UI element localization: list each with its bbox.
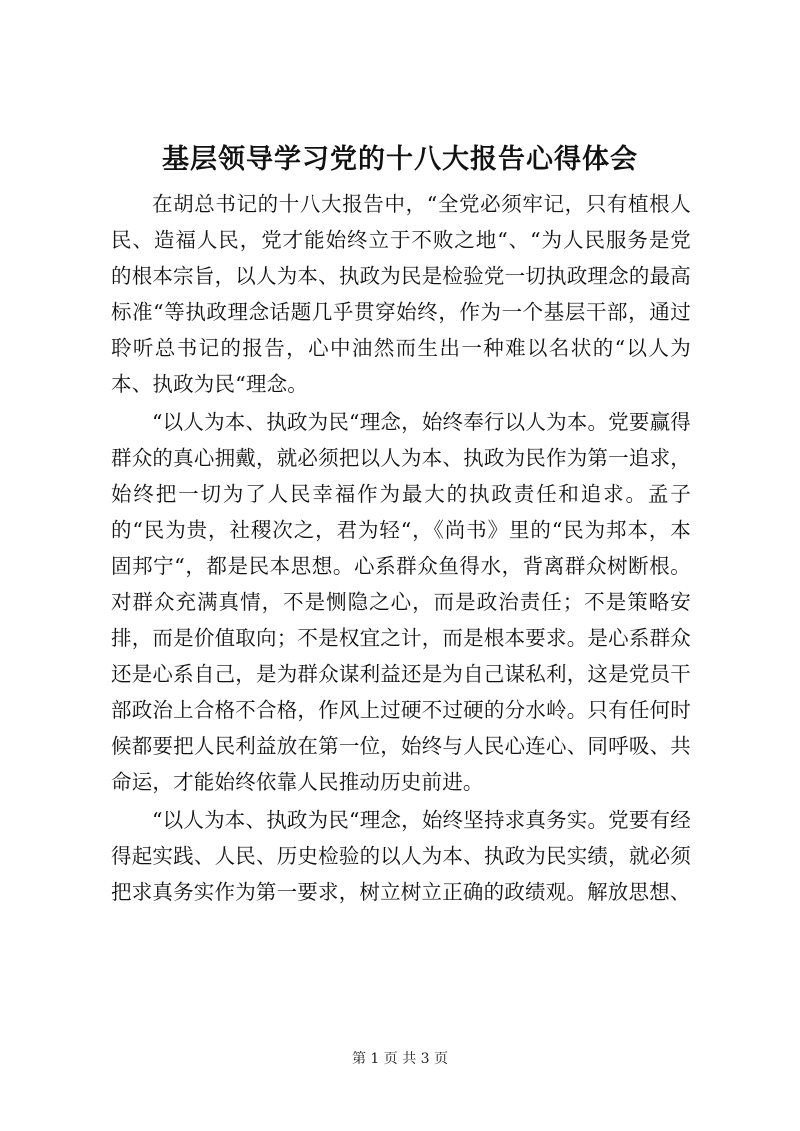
document-body (111, 186, 691, 912)
paragraph-2: “以人为本、执政为民“理念，始终奉行以人为本。党要赢得群众的真心拥戴，就必须把以人为本、执政为民作为第一追求，始终把一切为了人民幸福作为最大的执政责任和追求。孟子的“民为贵，社稷次之，君为轻“，《尚书》里的“民为邦本，本固邦宁“，都是民本思想。心系群众鱼得水，背离群众树断根。对群众充满真情，不是恻隐之心，而是政治责任；不是策略安排，而是价值取向；不是权宜之计，而是根本要求。是心系群众还是心系自己，是为群众谋利益还是为自己谋私利，这是党员干部政治上合格不合格，作风上过硬不过硬的分水岭。只有任何时候都要把人民利益放在第一位，始终与人民心连心、同呼吸、共命运，才能始终依靠人民推动历史前进。 (111, 410, 691, 794)
paragraph-3: “以人为本、执政为民“理念，始终坚持求真务实。党要有经得起实践、人民、历史检验的以人为本、执政为民实绩，就必须把求真务实作为第一要求，树立树立正确的政绩观。解放思想、 (111, 808, 691, 904)
document-title: 基层领导学习党的十八大报告心得体会 (162, 144, 638, 175)
page-footer: 第 1 页 共 3 页 (351, 1051, 449, 1067)
paragraph-1: 在胡总书记的十八大报告中，“全党必须牢记，只有植根人民、造福人民，党才能始终立于不败之地“、“为人民服务是党的根本宗旨，以人为本、执政为民是检验党一切执政理念的最高标准“等执政理念话题几乎贯穿始终，作为一个基层干部，通过聆听总书记的报告，心中油然而生出一种难以名状的“以人为本、执政为民“理念。 (111, 192, 691, 396)
